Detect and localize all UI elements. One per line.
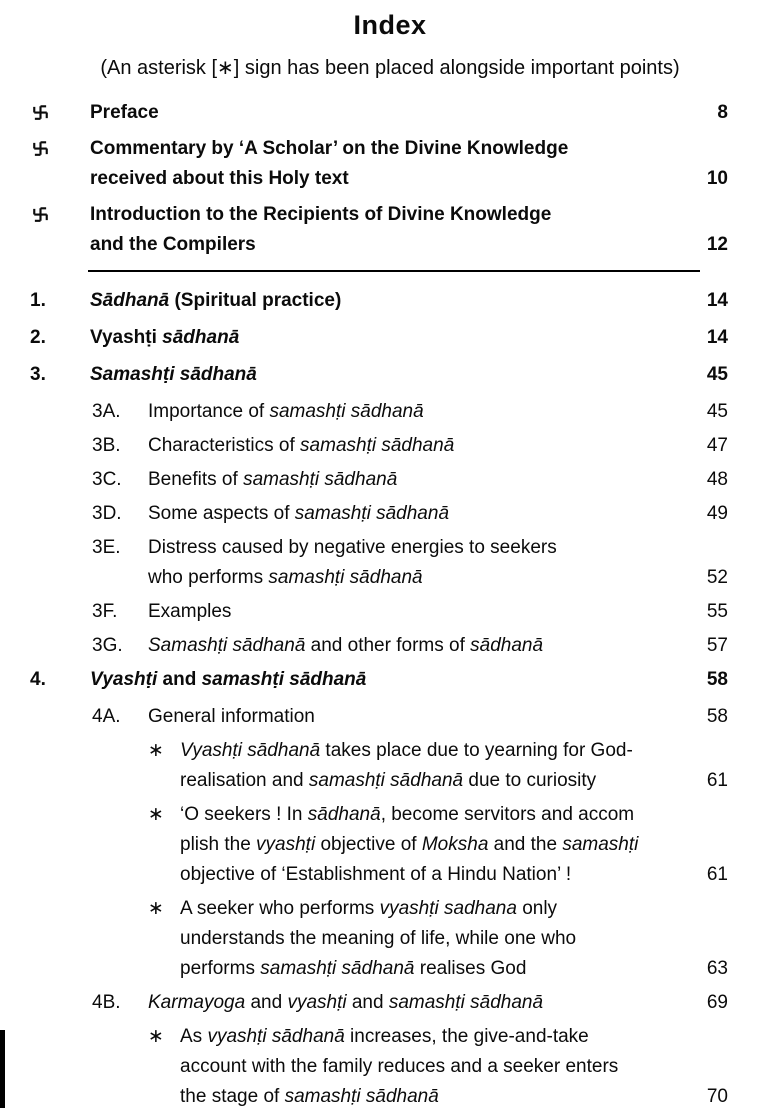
entry-marker: 4A.	[92, 706, 121, 727]
entry-marker: 3D.	[92, 503, 122, 524]
entry-page: 10	[706, 168, 728, 189]
index-entry	[0, 431, 780, 461]
index-entry	[0, 800, 780, 890]
entry-text: Karmayoga and vyashṭi and samashṭi sādhanā	[148, 992, 544, 1013]
entry-marker: 3C.	[92, 469, 122, 490]
index-entry	[0, 988, 780, 1018]
entry-marker: 3.	[30, 364, 46, 385]
index-entry	[0, 286, 780, 316]
index-entry	[0, 397, 780, 427]
entry-marker: ∗	[148, 898, 164, 919]
entry-page: 8	[717, 102, 728, 123]
entry-marker: 3F.	[92, 601, 118, 622]
entry-page: 48	[706, 469, 728, 490]
entry-marker: 3G.	[92, 635, 123, 656]
scan-artifact	[0, 1030, 5, 1108]
entry-text: General information	[148, 706, 315, 727]
entry-marker: 4.	[30, 669, 46, 690]
index-entries	[0, 98, 780, 1112]
entry-page: 45	[706, 401, 728, 422]
entry-text: Examples	[148, 601, 232, 622]
entry-text: Benefits of samashṭi sādhanā	[148, 469, 398, 490]
entry-marker: 3A.	[92, 401, 121, 422]
swastika-icon	[30, 200, 90, 222]
entry-page: 14	[706, 290, 728, 311]
asterisk-note: (An asterisk [∗] sign has been placed alongside important points)	[100, 57, 680, 79]
entry-text: Sādhanā (Spiritual practice)	[90, 290, 342, 311]
entry-text: Importance of samashṭi sādhanā	[148, 401, 424, 422]
entry-text: As vyashṭi sādhanā increases, the give-and-take account with the family reduces and a seeker enters the stage of samashṭi sādhanā	[180, 1026, 619, 1107]
page-title: Index	[353, 10, 427, 40]
entry-text: Vyashṭi and samashṭi sādhanā	[90, 669, 367, 690]
entry-page: 55	[706, 601, 728, 622]
entry-page: 61	[706, 864, 728, 885]
entry-text: Samashṭi sādhanā and other forms of sādhanā	[148, 635, 544, 656]
index-entry	[0, 465, 780, 495]
entry-text: Some aspects of samashṭi sādhanā	[148, 503, 450, 524]
index-entry	[0, 134, 780, 194]
entry-marker: ∗	[148, 1026, 164, 1047]
entry-text: Introduction to the Recipients of Divine Knowledge and the Compilers	[90, 204, 552, 255]
entry-page: 61	[706, 770, 728, 791]
index-entry	[0, 702, 780, 732]
index-entry	[0, 665, 780, 695]
section-divider	[88, 270, 700, 272]
entry-page: 49	[706, 503, 728, 524]
entry-marker: 1.	[30, 290, 46, 311]
index-entry	[0, 533, 780, 593]
entry-marker: 3B.	[92, 435, 121, 456]
swastika-icon	[30, 134, 90, 156]
index-entry	[0, 98, 780, 128]
entry-page: 69	[706, 992, 728, 1013]
entry-page: 52	[706, 567, 728, 588]
index-entry	[0, 894, 780, 984]
entry-text: Vyashṭi sādhanā takes place due to yearning for God- realisation and samashṭi sādhanā due to curiosity	[180, 740, 633, 791]
entry-marker: 4B.	[92, 992, 121, 1013]
entry-text: A seeker who performs vyashṭi sadhana only understands the meaning of life, while one who performs samashṭi sādhanā realises God	[180, 898, 577, 979]
entry-page: 58	[706, 706, 728, 727]
index-entry	[0, 631, 780, 661]
entry-text: Preface	[90, 102, 159, 123]
index-entry	[0, 1022, 780, 1112]
entry-page: 14	[706, 327, 728, 348]
entry-page: 45	[706, 364, 728, 385]
entry-page: 57	[706, 635, 728, 656]
entry-text: Samashṭi sādhanā	[90, 364, 257, 385]
index-entry	[0, 200, 780, 260]
swastika-icon	[30, 98, 90, 120]
entry-text: Characteristics of samashṭi sādhanā	[148, 435, 455, 456]
entry-page: 70	[706, 1086, 728, 1107]
entry-text: Distress caused by negative energies to seekers who performs samashṭi sādhanā	[148, 537, 557, 588]
index-entry	[0, 323, 780, 353]
index-entry	[0, 499, 780, 529]
entry-page: 63	[706, 958, 728, 979]
entry-text: Commentary by ‘A Scholar’ on the Divine Knowledge received about this Holy text	[90, 138, 569, 189]
entry-text: ‘O seekers ! In sādhanā, become servitors and accom plish the vyashṭi objective of Moksha and the samashṭi objective of ‘Establishment of a Hindu Nation’ !	[180, 804, 639, 885]
entry-page: 58	[706, 669, 728, 690]
index-entry	[0, 597, 780, 627]
entry-text: Vyashṭi sādhanā	[90, 327, 240, 348]
entry-marker: 3E.	[92, 537, 121, 558]
index-entry	[0, 360, 780, 390]
index-entry	[0, 736, 780, 796]
entry-page: 47	[706, 435, 728, 456]
entry-marker: 2.	[30, 327, 46, 348]
entry-marker: ∗	[148, 740, 164, 761]
entry-page: 12	[706, 234, 728, 255]
entry-marker: ∗	[148, 804, 164, 825]
